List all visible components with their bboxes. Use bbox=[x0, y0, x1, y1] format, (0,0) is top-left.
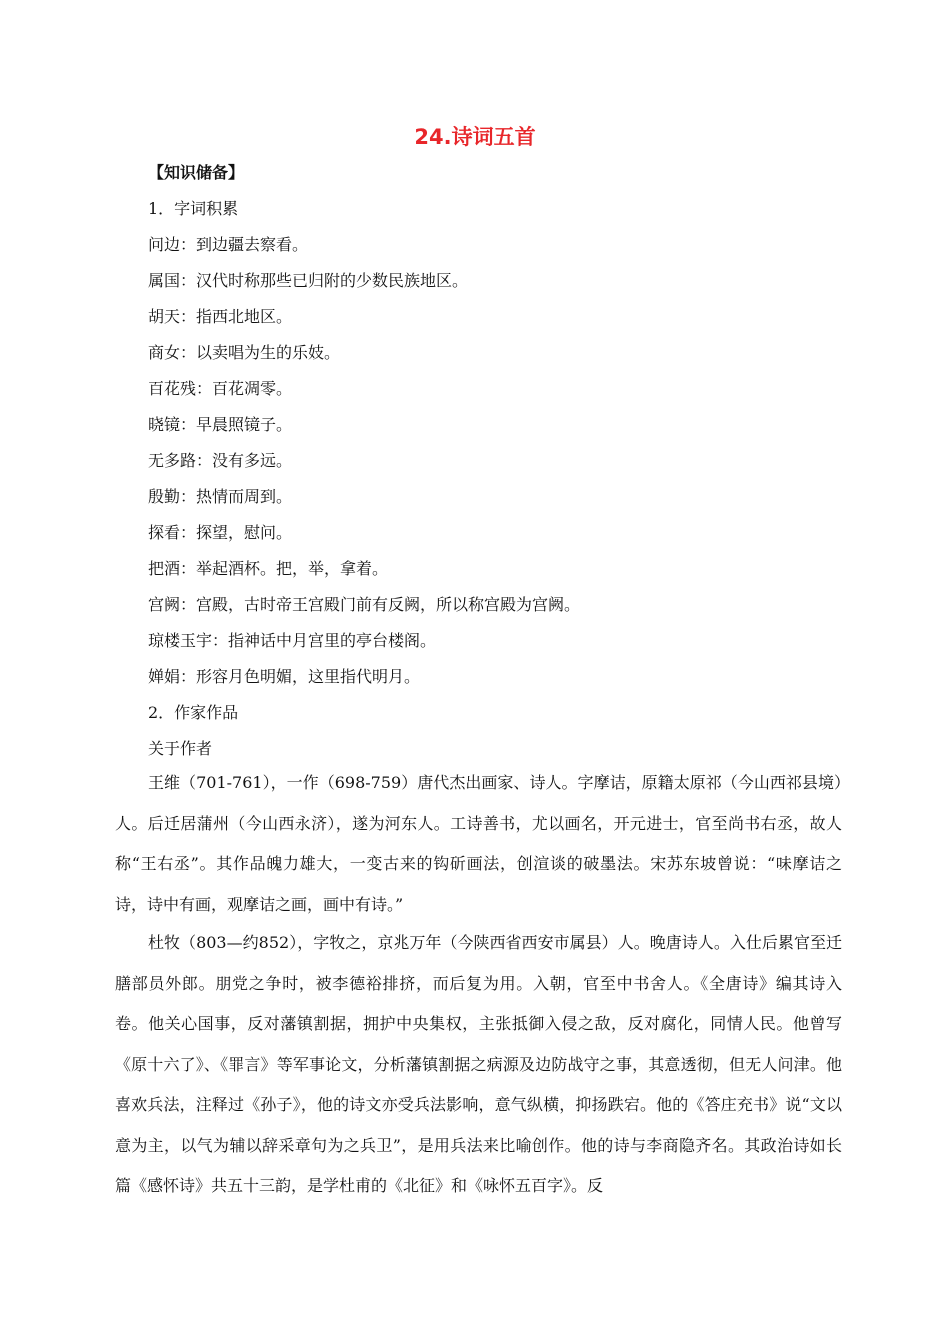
vocab-item: 把酒：举起酒杯。把，举，拿着。 bbox=[148, 559, 389, 578]
paragraph-du-mu-text: 杜牧（803—约852），字牧之，京兆万年（今陕西省西安市属县）人。晚唐诗人。入仕后累官至迁膳部员外郎。朋党之争时，被李德裕排挤，而后复为用。入朝，官至中书舍人。《全唐诗》编其诗入卷。他关心国事，反对藩镇割据，拥护中央集权，主张抵御入侵之敌，反对腐化，同情人民。他曾写《原十六了》、《罪言》等军事论文，分析藩镇割据之病源及边防战守之事，其意透彻，但无人问津。他喜欢兵法，注释过《孙子》，他的诗文亦受兵法影响，意气纵横，抑扬跌宕。他的《答庄充书》说“文以意为主，以气为辅以辞采章句为之兵卫”，是用兵法来比喻创作。他的诗与李商隐齐名。其政治诗如长篇《感怀诗》共五十三韵，是学杜甫的《北征》和《咏怀五百字》。反 bbox=[115, 933, 842, 1195]
vocab-item: 属国：汉代时称那些已归附的少数民族地区。 bbox=[148, 271, 469, 290]
vocab-item: 无多路：没有多远。 bbox=[148, 451, 293, 470]
subheading-vocabulary: 1．字词积累 bbox=[148, 199, 239, 218]
section-heading: 【知识储备】 bbox=[148, 163, 245, 182]
paragraph-wang-wei bbox=[115, 763, 842, 925]
page-title: 24.诗词五首 bbox=[414, 125, 536, 149]
vocab-item: 琼楼玉宇：指神话中月宫里的亭台楼阁。 bbox=[148, 631, 437, 650]
subheading-works: 2．作家作品 bbox=[148, 703, 239, 722]
about-author-label: 关于作者 bbox=[148, 739, 213, 758]
vocab-item: 商女：以卖唱为生的乐妓。 bbox=[148, 343, 341, 362]
vocab-item: 宫阙：宫殿，古时帝王宫殿门前有反阙，所以称宫殿为宫阙。 bbox=[148, 595, 581, 614]
vocab-item: 晓镜：早晨照镜子。 bbox=[148, 415, 293, 434]
vocab-item: 探看：探望，慰问。 bbox=[148, 523, 293, 542]
vocab-item: 百花残：百花凋零。 bbox=[148, 379, 293, 398]
paragraph-wang-wei-text: 王维（701-761），一作（698-759）唐代杰出画家、诗人。字摩诘，原籍太原祁（今山西祁县境）人。后迁居蒲州（今山西永济），遂为河东人。工诗善书，尤以画名，开元进士，官至尚书右丞，故人称“王右丞”。其作品魄力雄大，一变古来的钩斫画法，创渲谈的破墨法。宋苏东坡曾说：“味摩诘之诗，诗中有画，观摩诘之画，画中有诗。” bbox=[115, 773, 842, 914]
vocab-item: 殷勤：热情而周到。 bbox=[148, 487, 293, 506]
vocab-item: 问边：到边疆去察看。 bbox=[148, 235, 309, 254]
paragraph-du-mu bbox=[115, 923, 842, 1207]
vocab-item: 婵娟：形容月色明媚，这里指代明月。 bbox=[148, 667, 421, 686]
vocab-item: 胡天：指西北地区。 bbox=[148, 307, 293, 326]
